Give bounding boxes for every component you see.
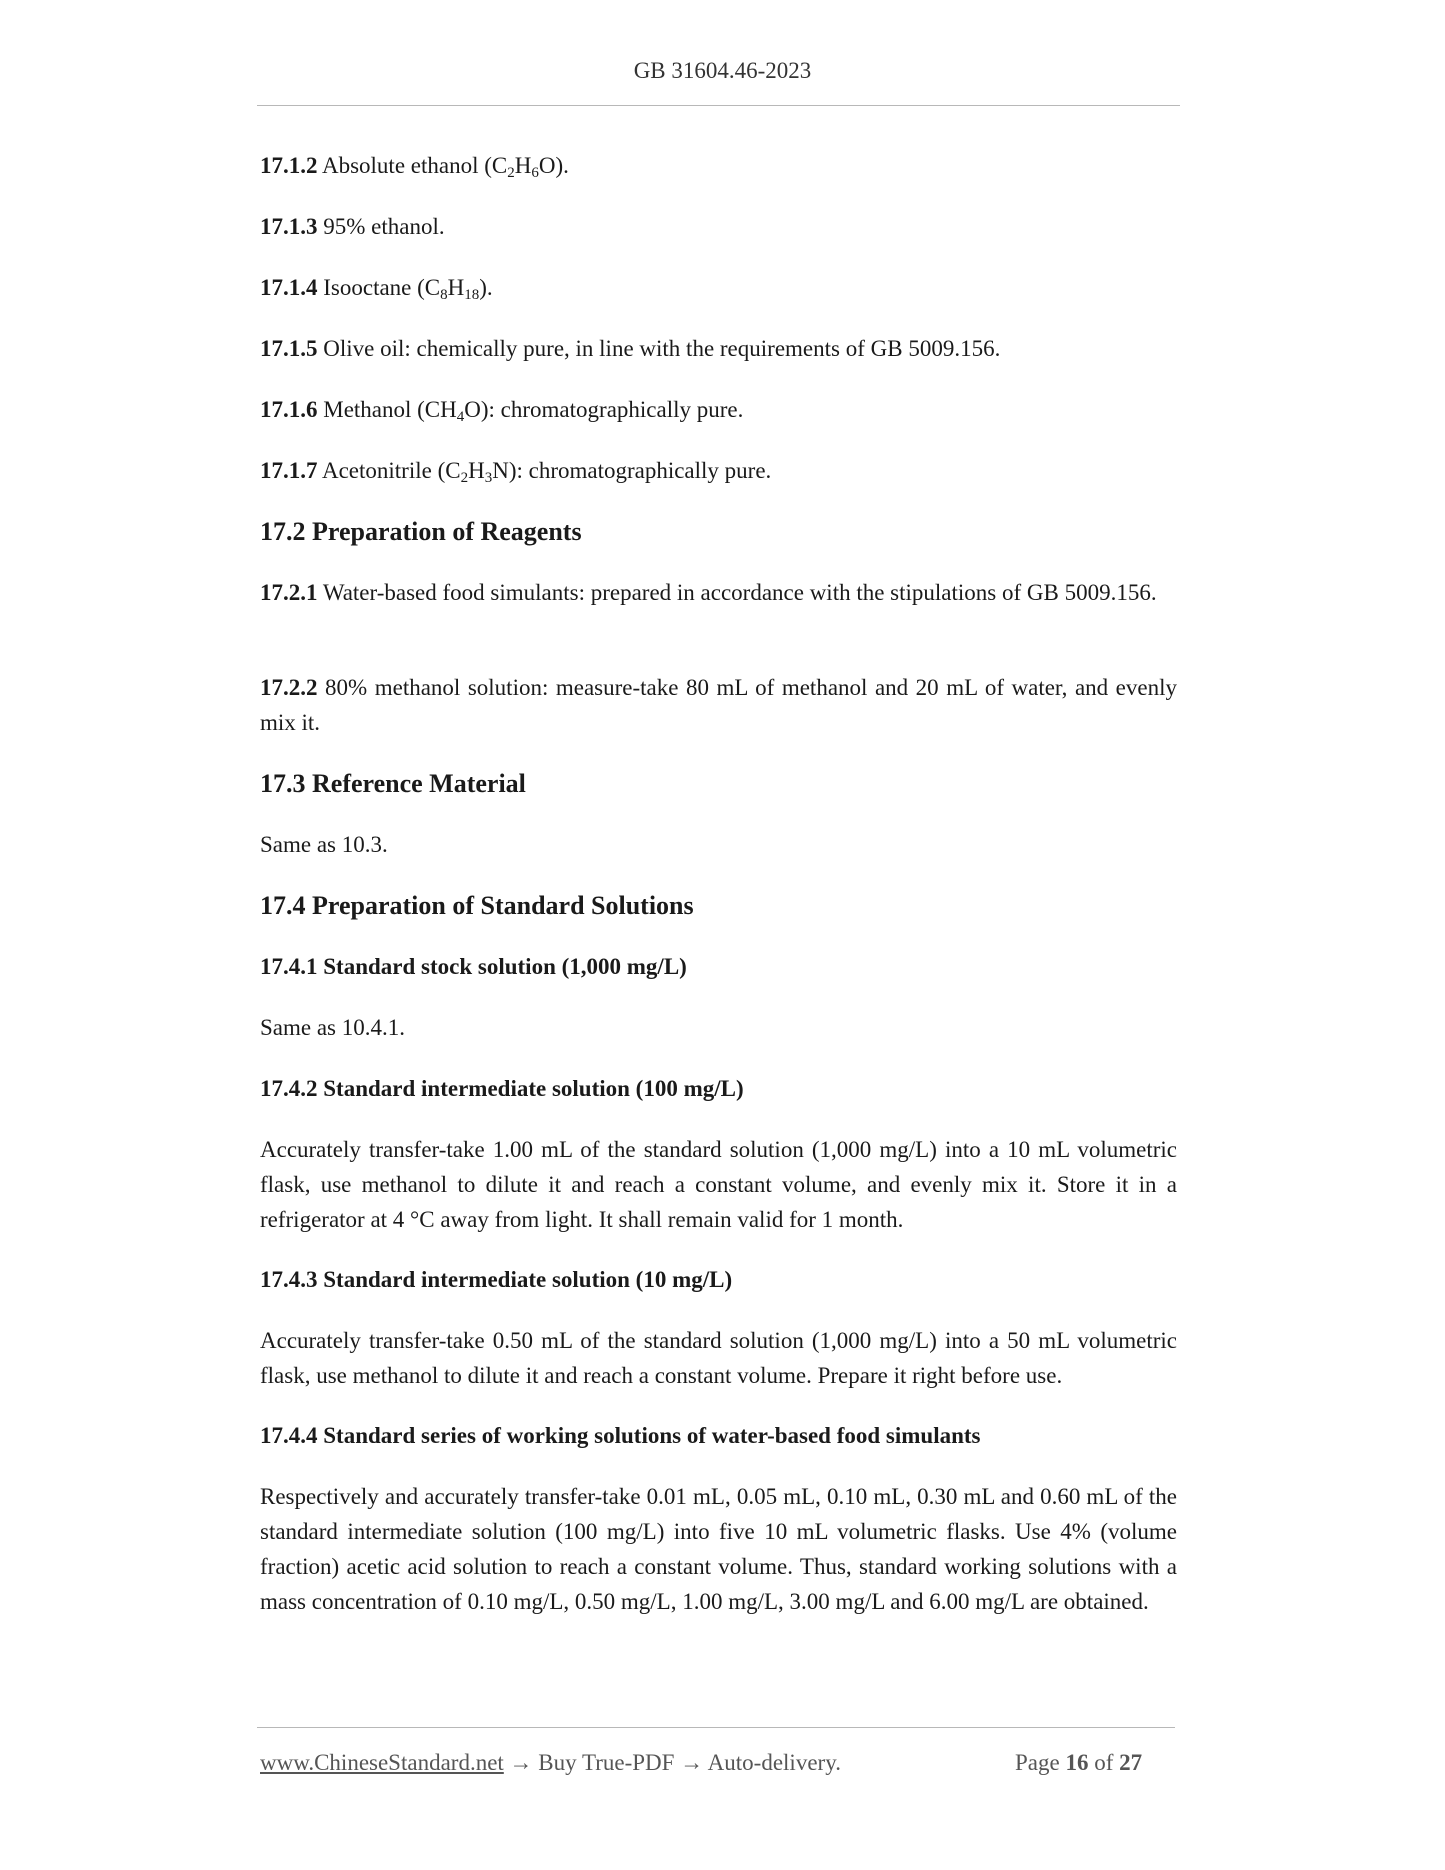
item-text: 95% ethanol. xyxy=(317,214,445,239)
subscript: 2 xyxy=(460,470,469,486)
item-number: 17.1.2 xyxy=(260,153,318,178)
section-heading-17-4: 17.4 Preparation of Standard Solutions xyxy=(260,891,694,920)
paragraph-text: 80% methanol solution: measure-take 80 mL of methanol and 20 mL of water, and evenly mix it. xyxy=(260,675,1177,735)
arrow-icon: → xyxy=(503,1750,539,1775)
document-header: GB 31604.46-2023 xyxy=(633,58,812,83)
item-text: O). xyxy=(538,153,569,178)
item-17-1-5 xyxy=(260,331,1177,366)
paragraph-17-2-1 xyxy=(260,575,1177,610)
current-page: 16 xyxy=(1065,1750,1089,1775)
paragraph-17-2-2 xyxy=(260,670,1177,740)
subheading-17-4-4: 17.4.4 Standard series of working solutions of water-based food simulants xyxy=(260,1423,981,1448)
item-number: 17.1.6 xyxy=(260,397,318,422)
paragraph-17-3: Same as 10.3. xyxy=(260,832,388,857)
item-17-1-7 xyxy=(260,453,1177,488)
subheading-17-4-2: 17.4.2 Standard intermediate solution (100 mg/L) xyxy=(260,1076,744,1101)
delivery-text: Auto-delivery. xyxy=(707,1750,841,1775)
item-text: O): chromatographically pure. xyxy=(464,397,744,422)
paragraph-17-4-4: Respectively and accurately transfer-take 0.01 mL, 0.05 mL, 0.10 mL, 0.30 mL and 0.60 mL of the standard intermediate solution (100 mg/L) into five 10 mL volumetric flasks. Use 4% (volume fraction) acetic acid solution to reach a constant volume. Thus, standard working solutions with a mass concentration of 0.10 mg/L, 0.50 mg/L, 1.00 mg/L, 3.00 mg/L and 6.00 mg/L are obtained. xyxy=(260,1484,1177,1614)
item-text: ). xyxy=(479,275,493,300)
header-divider xyxy=(257,105,1180,106)
paragraph-17-4-1: Same as 10.4.1. xyxy=(260,1015,406,1040)
item-text: Acetonitrile (C xyxy=(317,458,461,483)
paragraph-17-4-3: Accurately transfer-take 0.50 mL of the standard solution (1,000 mg/L) into a 50 mL volumetric flask, use methanol to dilute it and reach a constant volume. Prepare it right before use. xyxy=(260,1328,1177,1388)
subscript: 2 xyxy=(507,165,515,181)
item-text: H xyxy=(468,458,485,483)
item-17-1-4 xyxy=(260,270,1177,305)
subscript: 4 xyxy=(456,409,465,425)
item-text: H xyxy=(514,153,532,178)
subscript: 6 xyxy=(531,165,539,181)
item-number: 17.1.4 xyxy=(260,275,318,300)
subscript: 18 xyxy=(464,287,480,303)
item-number: 17.2.1 xyxy=(260,580,318,605)
section-heading-17-3: 17.3 Reference Material xyxy=(260,769,526,798)
paragraph-text: Water-based food simulants: prepared in accordance with the stipulations of GB 5009.156. xyxy=(317,580,1157,605)
item-number: 17.1.7 xyxy=(260,458,318,483)
arrow-icon: → xyxy=(674,1750,708,1775)
paragraph-17-4-2: Accurately transfer-take 1.00 mL of the standard solution (1,000 mg/L) into a 10 mL volumetric flask, use methanol to dilute it and reach a constant volume, and evenly mix it. Store it in a refrigerator at 4 °C away from light. It shall remain valid for 1 month. xyxy=(260,1137,1177,1232)
subscript: 8 xyxy=(440,287,448,303)
item-number: 17.1.5 xyxy=(260,336,318,361)
item-text: N): chromatographically pure. xyxy=(492,458,772,483)
section-heading-17-2: 17.2 Preparation of Reagents xyxy=(260,517,582,546)
buy-text: Buy True-PDF xyxy=(538,1750,675,1775)
subheading-17-4-3: 17.4.3 Standard intermediate solution (10 mg/L) xyxy=(260,1267,733,1292)
item-number: 17.2.2 xyxy=(260,675,318,700)
total-pages: 27 xyxy=(1119,1750,1143,1775)
item-number: 17.1.3 xyxy=(260,214,318,239)
item-text: Absolute ethanol (C xyxy=(317,153,508,178)
subscript: 3 xyxy=(484,470,493,486)
item-17-1-3 xyxy=(260,209,1177,244)
item-17-1-2 xyxy=(260,148,1177,183)
item-text: Methanol (CH xyxy=(317,397,457,422)
item-text: H xyxy=(447,275,465,300)
footer-divider xyxy=(257,1727,1175,1728)
page-label: Page xyxy=(1015,1750,1066,1775)
item-17-1-6 xyxy=(260,392,1177,427)
item-text: Isooctane (C xyxy=(317,275,441,300)
item-text: Olive oil: chemically pure, in line with the requirements of GB 5009.156. xyxy=(317,336,1001,361)
website-link[interactable]: www.ChineseStandard.net xyxy=(260,1750,504,1775)
of-label: of xyxy=(1088,1750,1120,1775)
page-number xyxy=(1015,1745,1142,1780)
footer-left xyxy=(260,1745,841,1780)
subheading-17-4-1: 17.4.1 Standard stock solution (1,000 mg/L) xyxy=(260,954,687,979)
